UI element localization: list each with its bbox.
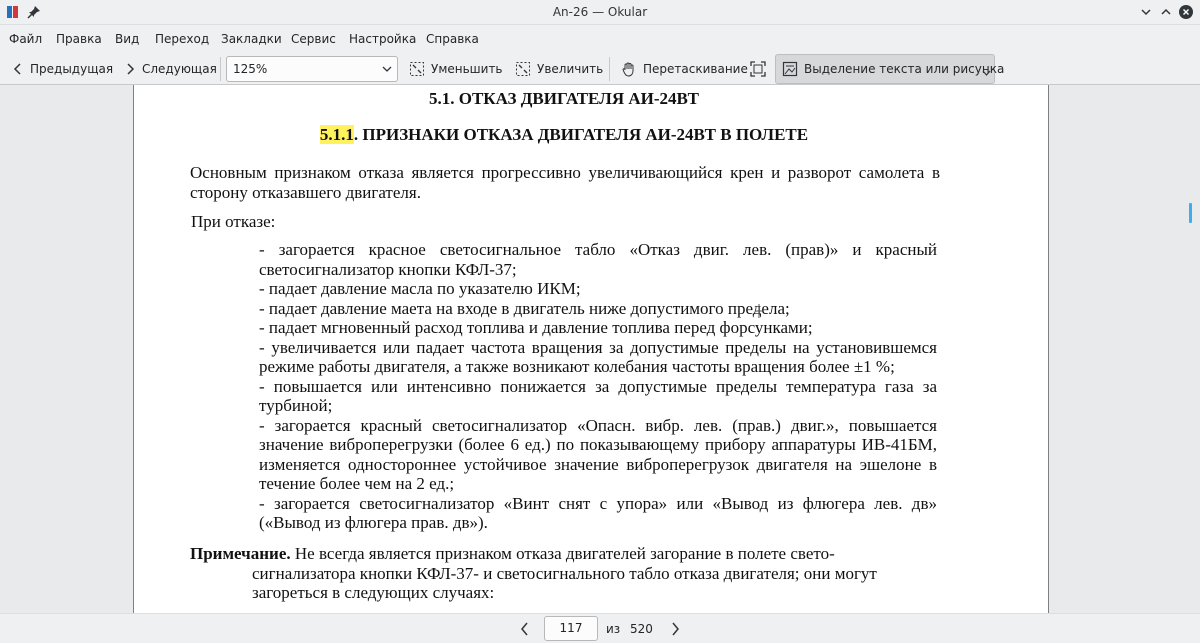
toolbar-separator bbox=[220, 57, 221, 81]
note-text: загореться в следующих случаях: bbox=[252, 583, 495, 602]
close-icon[interactable] bbox=[1178, 4, 1194, 20]
menu-go[interactable]: Переход bbox=[155, 32, 210, 46]
menu-bar bbox=[0, 25, 1200, 52]
window-title: An-26 — Okular bbox=[552, 5, 648, 19]
failure-signs-list bbox=[259, 240, 937, 533]
maximize-icon[interactable] bbox=[1158, 4, 1174, 20]
previous-page-icon[interactable] bbox=[518, 621, 532, 637]
main-toolbar bbox=[0, 52, 1200, 85]
title-bar bbox=[0, 0, 1200, 25]
list-item: - падает давление масла по указателю ИКМ; bbox=[259, 279, 581, 298]
paragraph: При отказе: bbox=[191, 212, 276, 231]
text-cursor-icon bbox=[752, 303, 766, 319]
subsection-heading-text: . ПРИЗНАКИ ОТКАЗА ДВИГАТЕЛЯ АИ-24ВТ В ПОЛЕТЕ bbox=[353, 125, 809, 144]
hand-icon bbox=[621, 61, 637, 77]
document-viewport[interactable] bbox=[0, 85, 1200, 613]
subsection-heading bbox=[0, 125, 1128, 145]
list-item: - загорается светосигнализатор «Винт снят с упора» или «Вывод из флюгера лев. дв» («Вывод из флюгера прав. дв»). bbox=[259, 493, 937, 532]
page-total: 520 bbox=[630, 622, 653, 636]
note-text: Не всегда является признаком отказа двигателей загорание в полете свето- bbox=[294, 544, 835, 563]
next-page-label: Следующая bbox=[142, 62, 217, 76]
chevron-left-icon bbox=[12, 62, 24, 76]
fit-page-icon bbox=[750, 61, 766, 77]
list-item: - падает мгновенный расход топлива и давление топлива перед форсунками; bbox=[259, 318, 813, 337]
minimize-icon[interactable] bbox=[1138, 4, 1154, 20]
page-of-label: из bbox=[606, 622, 621, 636]
search-highlight: 5.1.1 bbox=[319, 125, 354, 144]
note-text: сигнализатора кнопки КФЛ-37- и светосигнального табло отказа двигателя; они могут bbox=[252, 563, 877, 583]
zoom-out-button[interactable] bbox=[409, 56, 503, 82]
zoom-in-icon bbox=[515, 61, 531, 77]
zoom-value: 125% bbox=[233, 62, 268, 76]
scrollbar-handle[interactable] bbox=[1189, 203, 1192, 223]
list-item: - загорается красное светосигнальное табло «Отказ двиг. лев. (прав)» и красный светосигнализатор кнопки КФЛ-37; bbox=[259, 240, 937, 279]
chevron-down-icon bbox=[382, 65, 392, 73]
text-select-tool[interactable] bbox=[782, 56, 1004, 82]
browse-tool-button[interactable] bbox=[621, 56, 748, 82]
browse-tool-label: Перетаскивание bbox=[643, 62, 748, 76]
page-number-input[interactable]: 117 bbox=[544, 616, 598, 641]
zoom-in-button[interactable] bbox=[515, 56, 603, 82]
menu-tools[interactable]: Сервис bbox=[291, 32, 336, 46]
next-page-icon[interactable] bbox=[668, 621, 682, 637]
zoom-in-label: Увеличить bbox=[537, 62, 604, 76]
toolbar-separator bbox=[609, 57, 610, 81]
text-select-tool-label: Выделение текста или рисунка bbox=[804, 62, 1005, 76]
menu-edit[interactable]: Правка bbox=[56, 32, 102, 46]
note bbox=[190, 544, 940, 603]
previous-page-button[interactable] bbox=[12, 56, 113, 82]
menu-view[interactable]: Вид bbox=[115, 32, 140, 46]
list-item: - загорается красный светосигнализатор «Опасн. вибр. лев. (прав.) двиг.», повышается значение виброперегрузки (более 6 ед.) по показывающему прибору аппаратуры ИВ-41БМ, изменяется одностороннее устойчивое значение виброперегрузок двигателя на эшелоне в течение более чем на 2 ед.; bbox=[259, 415, 937, 493]
list-item: - повышается или интенсивно понижается за допустимые пределы температура газа за турбиной; bbox=[259, 376, 937, 415]
previous-page-label: Предыдущая bbox=[30, 62, 114, 76]
menu-help[interactable]: Справка bbox=[426, 32, 479, 46]
zoom-select[interactable] bbox=[226, 56, 398, 82]
select-text-icon bbox=[782, 61, 798, 77]
chevron-right-icon bbox=[124, 62, 136, 76]
page-navigation-bar bbox=[0, 613, 1200, 643]
list-item: - увеличивается или падает частота вращения за допустимые пределы на установившемся режиме работы двигателя, а также возникают колебания частоты вращения более ±1 %; bbox=[259, 337, 937, 376]
zoom-out-label: Уменьшить bbox=[431, 62, 503, 76]
menu-file[interactable]: Файл bbox=[9, 32, 43, 46]
list-item: - падает давление маета на входе в двигатель ниже допустимого предела; bbox=[259, 298, 790, 318]
menu-settings[interactable]: Настройка bbox=[349, 32, 417, 46]
next-page-button[interactable] bbox=[124, 56, 217, 82]
menu-bookmarks[interactable]: Закладки bbox=[221, 32, 282, 46]
chevron-down-icon[interactable] bbox=[982, 70, 991, 76]
fit-page-button[interactable] bbox=[750, 56, 772, 82]
section-heading: 5.1. ОТКАЗ ДВИГАТЕЛЯ АИ-24ВТ bbox=[429, 89, 699, 108]
paragraph: Основным признаком отказа является прогрессивно увеличивающийся крен и разворот самолета в сторону отказавшего двигателя. bbox=[190, 163, 940, 202]
zoom-out-icon bbox=[409, 61, 425, 77]
note-lead: Примечание. bbox=[190, 544, 291, 563]
